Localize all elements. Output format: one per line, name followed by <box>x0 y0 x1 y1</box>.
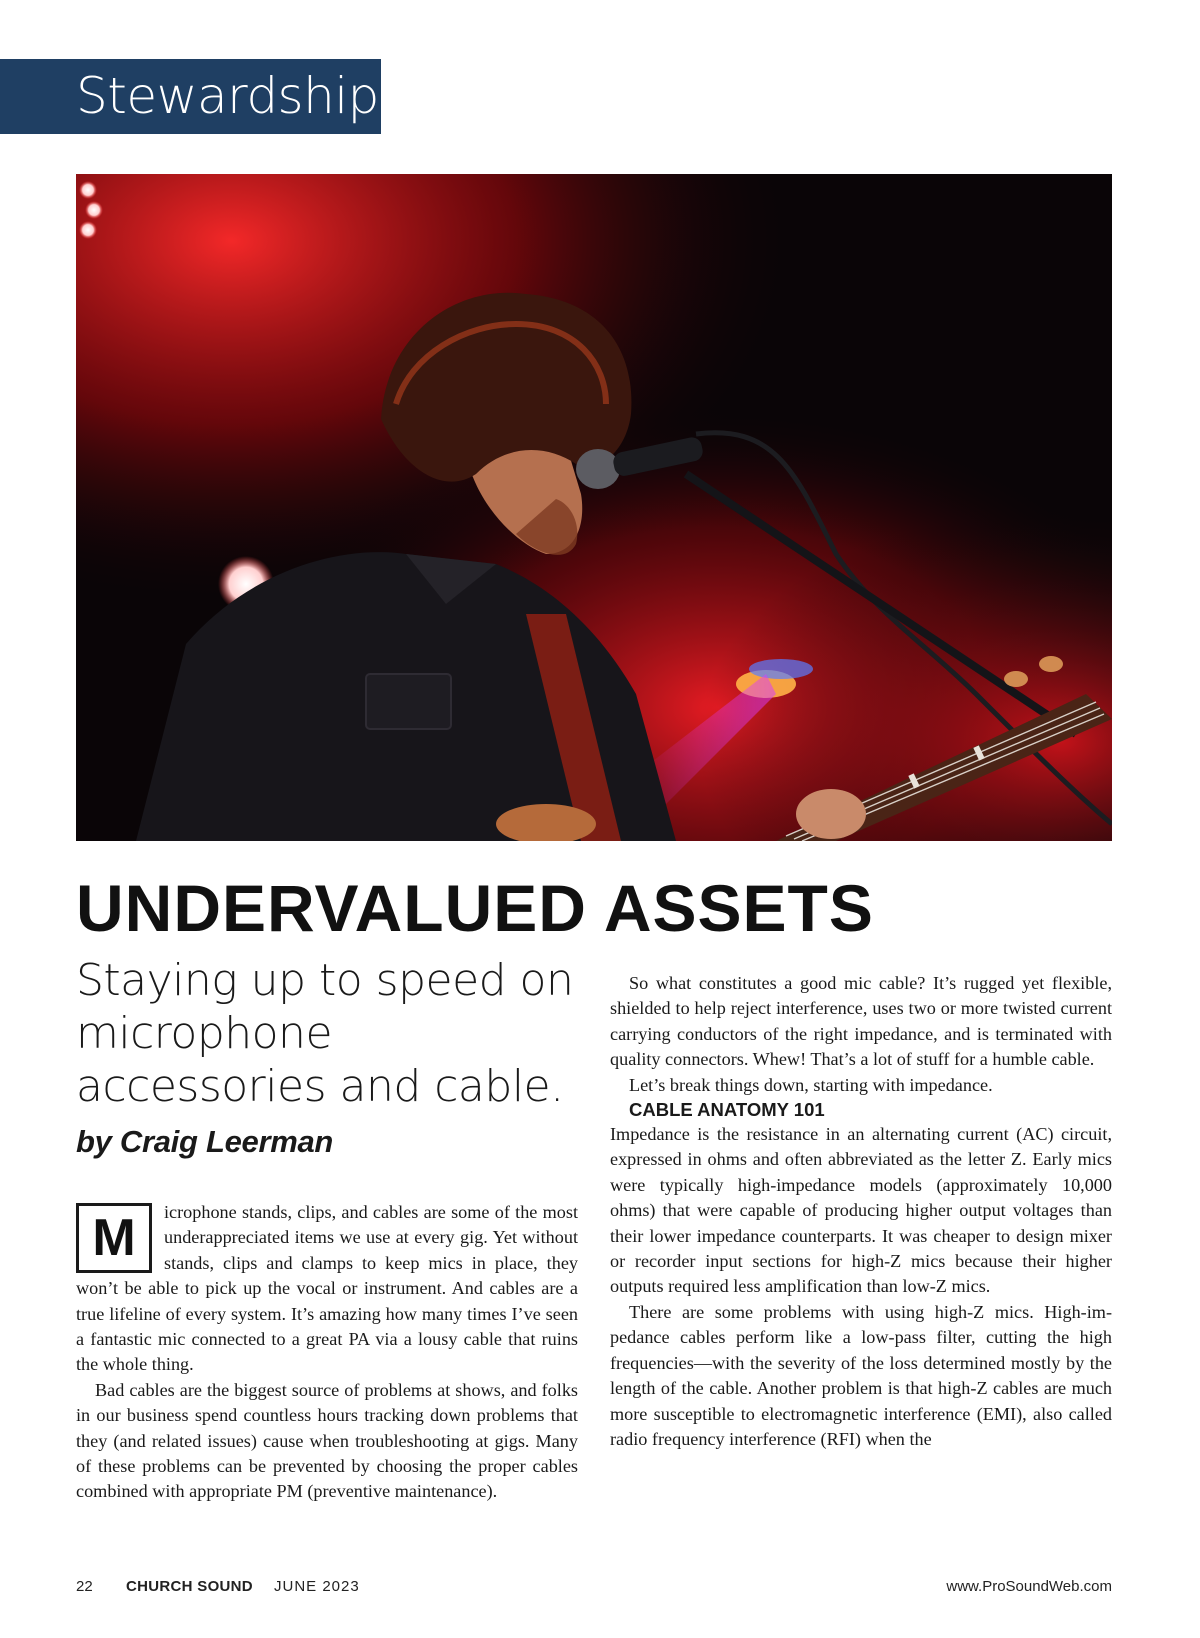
section-banner <box>0 59 381 134</box>
section-subhead: CABLE ANATOMY 101 <box>629 1099 825 1121</box>
website-link[interactable]: www.ProSoundWeb.com <box>946 1578 1112 1595</box>
body-paragraph: There are some problems with using high-Z mics. High-impedance cables perform like a low-pass filter, cutting the high frequencies—with the severity of the loss determined mostly by the length of the cable. Another problem is that high-Z cables are much more susceptible to electromagnetic interference (EMI), also called radio frequency interference (RFI) when the <box>610 1301 1112 1449</box>
drop-cap: M <box>76 1203 152 1273</box>
body-paragraph: Impedance is the resistance in an alternating current (AC) circuit, expressed in ohms and often abbreviated as the letter Z. Early mics were typically high-impedance models (approximately 10,000 ohms) that were capable of producing higher output voltages than their lower impedance counterparts. It was cheaper to design mixer or recorder input sections for high-Z mics because their higher outputs required less amplification than low-Z mics. <box>610 1124 1112 1297</box>
body-paragraph: So what constitutes a good mic cable? It’s rugged yet flexible, shielded to help reject interference, uses two or more twisted current carrying conductors of the right impedance, and is terminated with quality connectors. Whew! That’s a lot of stuff for a humble cable. <box>610 973 1112 1070</box>
article-deck: Staying up to speed on microphone accessories and cable. <box>76 955 574 1112</box>
hero-photo <box>76 174 1112 841</box>
issue-date: JUNE 2023 <box>274 1578 360 1595</box>
article-byline: by Craig Leerman <box>76 1124 334 1159</box>
page-footer <box>76 1575 1112 1599</box>
body-paragraph: Let’s break things down, starting with impedance. <box>629 1074 993 1095</box>
performer-photo-illustration <box>76 174 1112 841</box>
body-column-right <box>610 971 1112 1452</box>
article-headline: UNDERVALUED ASSETS <box>76 871 874 945</box>
magazine-name: CHURCH SOUND <box>126 1578 253 1595</box>
paragraph-text: icrophone stands, clips, and cables are some of the most underappreciated items we use at every gig. Yet without stands, clips and clamps to keep mics in place, they won’t be able to pick up the vocal or instrument. And cables are a true lifeline of every system. It’s amazing how many times I’ve seen a fantastic mic connected to a great PA via a lousy cable that ruins the whole thing. <box>76 1202 578 1375</box>
body-column-left <box>76 1200 578 1505</box>
body-paragraph: Bad cables are the biggest source of problems at shows, and folks in our business spend countless hours tracking down problems that they (and related issues) cause when troubleshooting at gigs. Many of these problems can be prevented by choosing the proper cables combined with appropriate PM (preventive maintenance). <box>76 1379 578 1502</box>
body-paragraph <box>76 1200 578 1378</box>
page-number: 22 <box>76 1578 93 1595</box>
section-label: Stewardship <box>76 67 379 125</box>
